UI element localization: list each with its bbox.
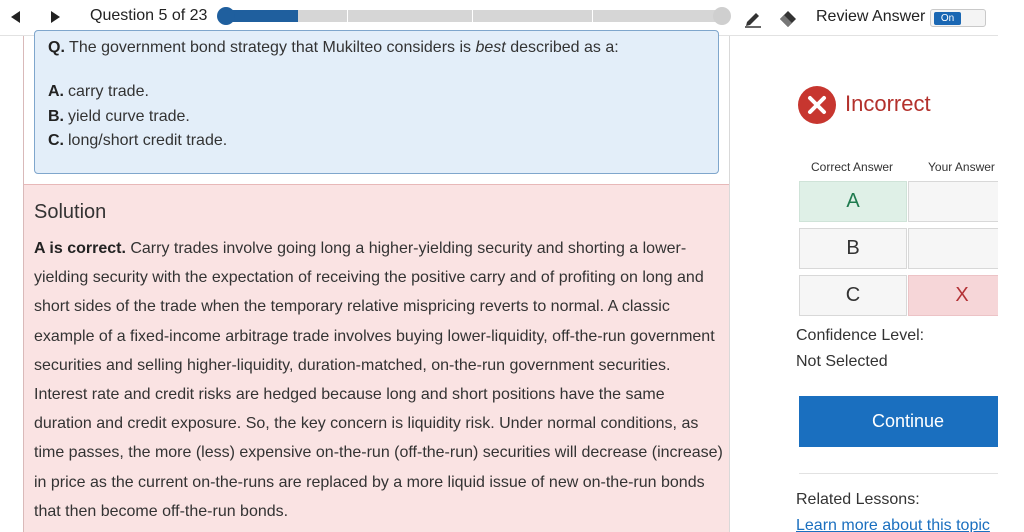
choice-text: long/short credit trade.: [68, 132, 228, 149]
choice-c[interactable]: [48, 132, 227, 150]
choice-b[interactable]: [48, 108, 190, 126]
prev-arrow-icon[interactable]: [8, 9, 24, 25]
eraser-icon[interactable]: [777, 7, 799, 29]
pencil-icon[interactable]: [742, 7, 764, 29]
right-divider: [799, 473, 1017, 474]
scrollbar-track[interactable]: [998, 0, 1024, 532]
center-divider: [729, 36, 730, 532]
correct-answer-cell: A: [799, 181, 907, 222]
progress-tick: [347, 10, 348, 22]
result-text: Incorrect: [845, 91, 931, 116]
progress-bar[interactable]: [222, 10, 727, 22]
answer-option-cell: B: [799, 228, 907, 269]
next-arrow-icon[interactable]: [47, 9, 63, 25]
review-answer-toggle[interactable]: [930, 9, 986, 27]
choice-text: carry trade.: [68, 83, 149, 100]
question-text: [48, 39, 619, 57]
solution-body: [34, 234, 724, 526]
solution-lead: A is correct.: [34, 240, 126, 257]
solution-panel: [24, 184, 729, 532]
solution-explanation: Carry trades involve going long a higher-yielding security and shorting a lower-yielding security with the expectation of receiving the positive carry and of profiting on long and short sides of the trade when the temporary relative mispricing reverts to normal. A classic example of a fixed-income arbitrage trade involves buying lower-liquidity, off-the-run government securities and selling higher-liquidity, duration-matched, on-the-run government securities. Interest rate and credit risks are hedged because long and short positions have the same duration and credit exposure. So, the key concern is liquidity risk. Under normal conditions, as time passes, the more (less) expensive on-the-run (off-the-run) securities will decrease (increase) in price as the current on-the-runs are replaced by a more liquid issue of new on-the-run bonds that then become off-the-run bonds.: [34, 240, 723, 520]
choice-text: yield curve trade.: [68, 108, 190, 125]
question-emphasis: best: [475, 39, 506, 56]
choice-letter: A.: [48, 83, 64, 100]
confidence-label: Confidence Level:: [796, 327, 925, 344]
choice-a[interactable]: [48, 83, 149, 101]
question-stem: The government bond strategy that Mukilteo considers is: [69, 39, 472, 56]
question-panel: [34, 30, 719, 174]
solution-title: Solution: [34, 201, 107, 223]
related-lesson-link[interactable]: Learn more about this topic: [796, 517, 990, 532]
question-stem-end: described as a:: [510, 39, 619, 56]
correct-answer-header: Correct Answer: [811, 160, 894, 174]
progress-start-knob: [217, 7, 235, 25]
continue-button[interactable]: Continue: [799, 396, 1017, 447]
your-answer-header: Your Answer: [928, 160, 995, 174]
choice-letter: B.: [48, 108, 64, 125]
confidence-value: Not Selected: [796, 353, 888, 370]
review-answer-label: Review Answer: [816, 8, 926, 25]
your-answer-wrong-cell: X: [908, 275, 1016, 316]
progress-tick: [592, 10, 593, 22]
question-counter: Question 5 of 23: [90, 7, 208, 24]
choice-letter: C.: [48, 132, 64, 149]
related-lessons-label: Related Lessons:: [796, 491, 920, 508]
x-circle-icon: [797, 85, 837, 125]
toggle-on-label: On: [934, 12, 961, 25]
question-prefix: Q.: [48, 39, 65, 56]
progress-tick: [472, 10, 473, 22]
progress-end-knob: [713, 7, 731, 25]
answer-option-cell: C: [799, 275, 907, 316]
